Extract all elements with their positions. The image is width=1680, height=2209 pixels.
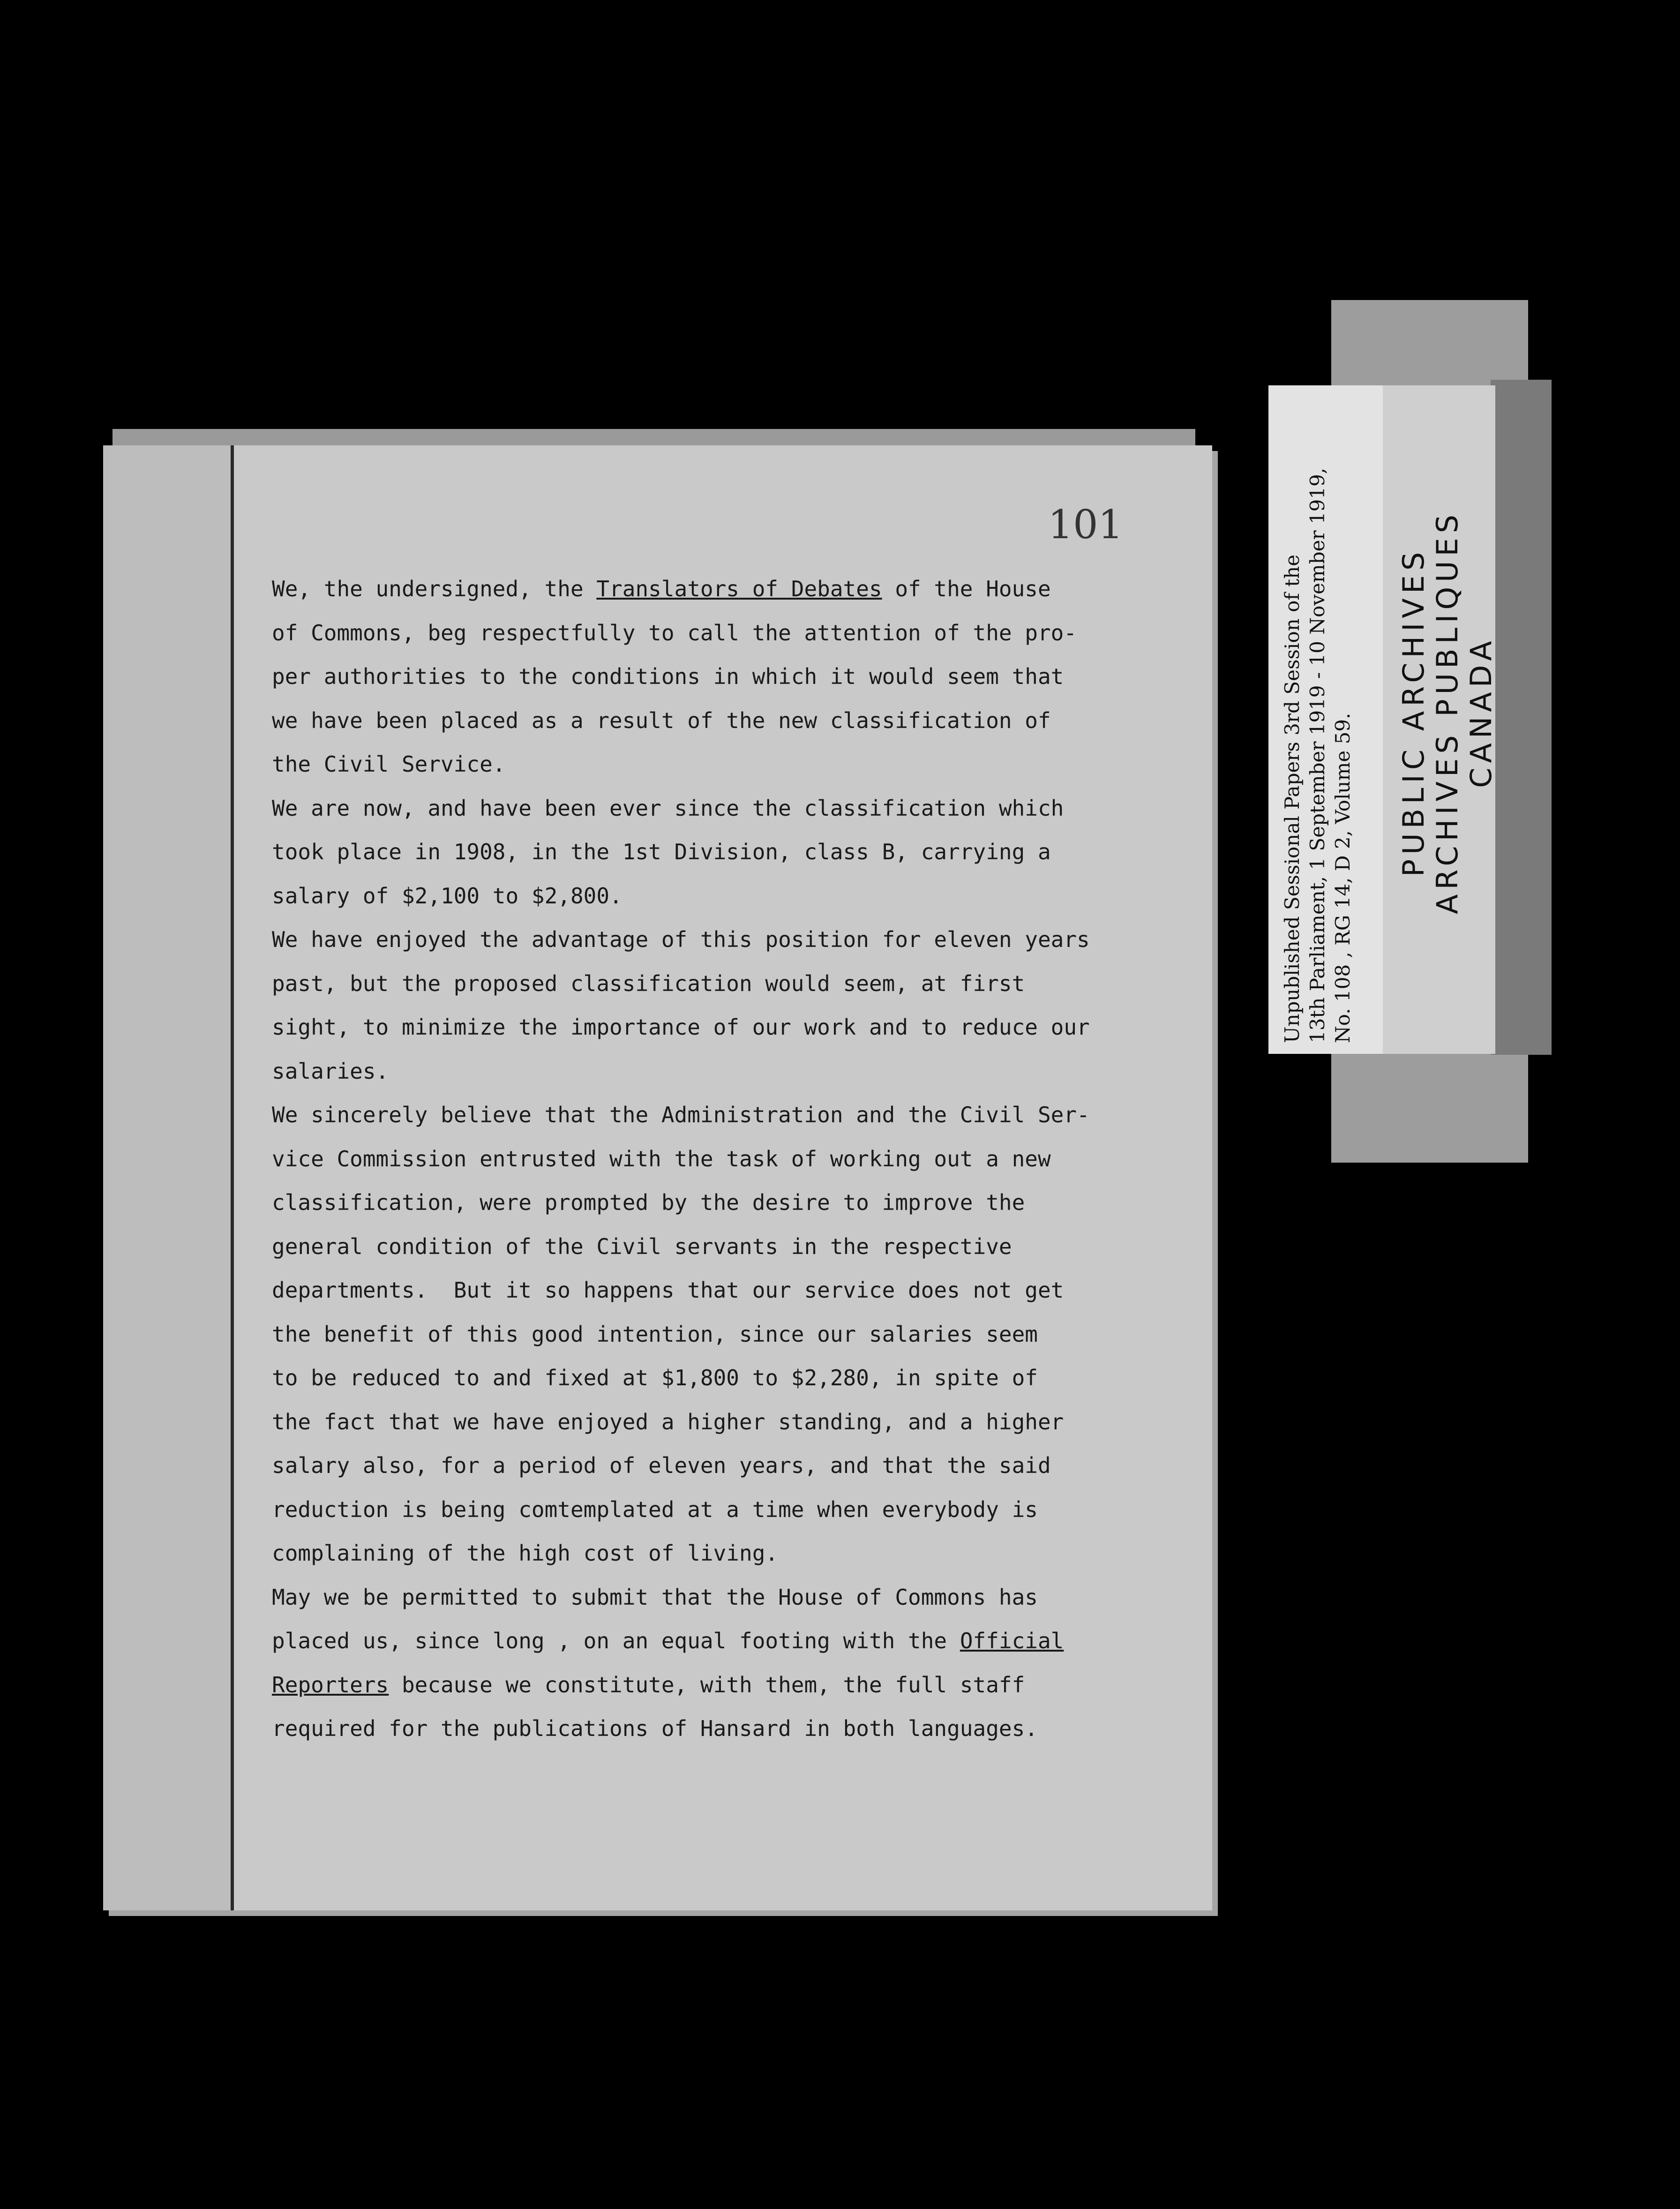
text-segment: because we constitute, with them, the full staff bbox=[389, 1672, 1025, 1698]
text-segment: salary of $2,100 to $2,800. bbox=[272, 883, 622, 909]
text-line bbox=[272, 611, 1148, 655]
text-segment: took place in 1908, in the 1st Division, class B, carrying a bbox=[272, 839, 1051, 864]
text-segment: We are now, and have been ever since the classification which bbox=[272, 795, 1064, 821]
text-segment: salary also, for a period of eleven years, and that the said bbox=[272, 1453, 1051, 1478]
text-segment: We sincerely believe that the Administration and the Civil Ser- bbox=[272, 1102, 1090, 1127]
text-segment: we have been placed as a result of the new classification of bbox=[272, 707, 1051, 733]
text-line bbox=[272, 1488, 1148, 1532]
text-segment: the Civil Service. bbox=[272, 751, 506, 777]
text-segment: Reporters bbox=[272, 1672, 389, 1698]
text-line bbox=[272, 787, 1148, 831]
text-line bbox=[272, 1181, 1148, 1225]
text-line bbox=[272, 1400, 1148, 1444]
text-line bbox=[272, 1137, 1148, 1181]
archive-line: ARCHIVES PUBLIQUES bbox=[1430, 510, 1464, 914]
text-line bbox=[272, 830, 1148, 874]
text-line bbox=[272, 1225, 1148, 1269]
citation-text bbox=[1280, 468, 1356, 1043]
text-line bbox=[272, 567, 1148, 611]
text-segment: sight, to minimize the importance of our work and to reduce our bbox=[272, 1014, 1090, 1040]
text-line bbox=[272, 655, 1148, 699]
page-stack-edge bbox=[112, 429, 1195, 448]
text-line bbox=[272, 1006, 1148, 1050]
text-segment: classification, were prompted by the desire to improve the bbox=[272, 1190, 1025, 1215]
text-segment: vice Commission entrusted with the task of working out a new bbox=[272, 1146, 1051, 1172]
citation-line: No. 108 , RG 14, D 2, Volume 59. bbox=[1331, 713, 1354, 1043]
text-line bbox=[272, 1093, 1148, 1137]
archive-line: CANADA bbox=[1464, 636, 1498, 788]
text-line bbox=[272, 1663, 1148, 1707]
text-line bbox=[272, 1707, 1148, 1751]
text-line bbox=[272, 699, 1148, 743]
typed-text bbox=[272, 567, 1148, 1751]
text-segment: reduction is being comtemplated at a time when everybody is bbox=[272, 1496, 1038, 1522]
text-segment: Translators of Debates bbox=[596, 576, 882, 601]
text-line bbox=[272, 1444, 1148, 1488]
margin-rule bbox=[231, 445, 234, 1910]
text-line bbox=[272, 918, 1148, 962]
text-segment: of Commons, beg respectfully to call the attention of the pro- bbox=[272, 620, 1077, 646]
text-line bbox=[272, 1356, 1148, 1400]
text-segment: to be reduced to and fixed at $1,800 to $2,280, in spite of bbox=[272, 1365, 1038, 1390]
text-line bbox=[272, 1313, 1148, 1357]
text-segment: complaining of the high cost of living. bbox=[272, 1540, 779, 1566]
text-segment: the benefit of this good intention, since our salaries seem bbox=[272, 1321, 1038, 1347]
text-line bbox=[272, 962, 1148, 1006]
page-number: 101 bbox=[1048, 502, 1123, 548]
text-segment: general condition of the Civil servants in the respective bbox=[272, 1233, 1012, 1259]
text-segment: We, the undersigned, the bbox=[272, 576, 597, 601]
text-line bbox=[272, 1050, 1148, 1094]
text-segment: past, but the proposed classification would seem, at first bbox=[272, 970, 1025, 996]
text-segment: per authorities to the conditions in which it would seem that bbox=[272, 664, 1064, 689]
text-line bbox=[272, 1269, 1148, 1313]
text-segment: Official bbox=[960, 1628, 1064, 1653]
text-line bbox=[272, 1619, 1148, 1663]
page-margin bbox=[103, 445, 231, 1910]
text-line bbox=[272, 743, 1148, 787]
text-line bbox=[272, 1576, 1148, 1620]
archive-line: PUBLIC ARCHIVES bbox=[1396, 547, 1431, 877]
text-segment: May we be permitted to submit that the House of Commons has bbox=[272, 1584, 1038, 1610]
document-page bbox=[103, 445, 1212, 1910]
text-segment: required for the publications of Hansard in both languages. bbox=[272, 1716, 1038, 1741]
text-segment: salaries. bbox=[272, 1058, 389, 1084]
text-segment: departments. But it so happens that our service does not get bbox=[272, 1277, 1064, 1303]
citation-line: 13th Parliament, 1 September 1919 - 10 November 1919, bbox=[1306, 467, 1329, 1043]
citation-line: Unpublished Sessional Papers 3rd Session of the bbox=[1281, 554, 1304, 1043]
text-segment: placed us, since long , on an equal footing with the bbox=[272, 1628, 960, 1653]
text-segment: We have enjoyed the advantage of this position for eleven years bbox=[272, 927, 1090, 952]
text-line bbox=[272, 1532, 1148, 1576]
archive-stamp-text bbox=[1397, 510, 1498, 914]
text-segment: of the House bbox=[882, 576, 1051, 601]
text-line bbox=[272, 874, 1148, 918]
text-segment: the fact that we have enjoyed a higher standing, and a higher bbox=[272, 1409, 1064, 1435]
archive-label-shadow bbox=[1491, 380, 1552, 1055]
